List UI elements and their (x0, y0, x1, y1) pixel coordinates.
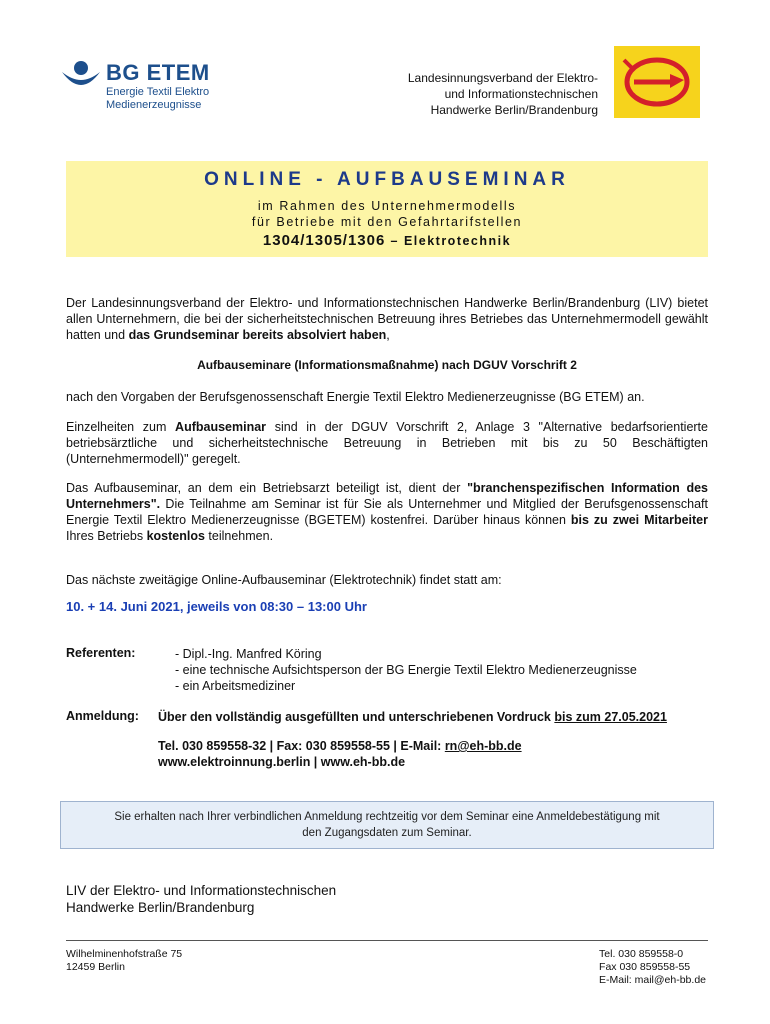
seminar-heading: Aufbauseminare (Informationsmaßnahme) nach DGUV Vorschrift 2 (197, 358, 577, 372)
list-item: - Dipl.-Ing. Manfred Köring (175, 647, 322, 661)
intro-paragraph: Der Landesinnungsverband der Elektro- und Informationstechnischen Handwerke Berlin/Brandenburg (LIV) bietet allen Unternehmern, die bei der sicherheitstechnischen Betreuung ihres Betriebes das Unternehmermodell gewählt hatten und das Grundseminar bereits absolviert haben, (66, 296, 708, 342)
logo-title: BG ETEM (106, 60, 210, 85)
email-link[interactable]: rn@eh-bb.de (444, 739, 522, 753)
footer-contact: Tel. 030 859558-0 Fax 030 859558-55 E-Mail: mail@eh-bb.de (599, 948, 706, 986)
banner-subtitle: im Rahmen des Unternehmermodells (257, 199, 517, 213)
confirmation-notice: Sie erhalten nach Ihrer verbindlichen Anmeldung rechtzeitig vor dem Seminar eine Anmeldebestätigung mit den Zugangsdaten zum Seminar. (60, 801, 714, 849)
registration-text: Über den vollständig ausgefüllten und unterschriebenen Vordruck bis zum 27.05.2021 (158, 710, 667, 724)
speakers-label: Referenten: (66, 646, 136, 660)
banner-subtitle: für Betriebe mit den Gefahrtarifstellen (251, 215, 523, 229)
website-links[interactable]: www.elektroinnung.berlin | www.eh-bb.de (158, 755, 406, 769)
list-item: - ein Arbeitsmediziner (175, 679, 296, 693)
e-marke-icon (614, 46, 700, 118)
bg-etem-logo (60, 58, 220, 114)
registration-label: Anmeldung: (66, 709, 139, 723)
list-item: - eine technische Aufsichtsperson der BG Energie Textil Elektro Medienerzeugnisse (175, 663, 637, 677)
seminar-banner (66, 161, 708, 257)
logo-subtitle: Medienerzeugnisse (106, 99, 202, 111)
e-marke-logo (614, 46, 700, 118)
seminar-date: 10. + 14. Juni 2021, jeweils von 08:30 – 13:00 Uhr (66, 599, 367, 614)
association-name: Landesinnungsverband der Elektro- und Informationstechnischen Handwerke Berlin/Brandenburg (407, 71, 598, 117)
speakers-list (175, 646, 637, 694)
banner-title: ONLINE - AUFBAUSEMINAR (204, 169, 570, 190)
tariff-codes: 1304/1305/1306 – Elektrotechnik (262, 232, 512, 249)
registration-deadline: bis zum 27.05.2021 (554, 710, 667, 724)
next-seminar-text: Das nächste zweitägige Online-Aufbauseminar (Elektrotechnik) findet statt am: (66, 573, 502, 587)
bg-etem-emblem-icon (60, 58, 102, 98)
footer-organization: LIV der Elektro- und Informationstechnischen Handwerke Berlin/Brandenburg (66, 883, 337, 915)
footer-divider (66, 940, 708, 941)
registration-contact: Tel. 030 859558-32 | Fax: 030 859558-55 | E-Mail: rn@eh-bb.de www.elektroinnung.berlin | www.eh-bb.de (158, 739, 522, 769)
participation-paragraph: Das Aufbauseminar, an dem ein Betriebsarzt beteiligt ist, dient der "branchenspezifischen Information des Unternehmers". Die Teilnahme am Seminar ist für Sie als Unternehmer und Mitglied der Berufsgenossenschaft Energie Textil Elektro Medienerzeugnisse (BGETEM) kostenfrei. Darüber hinaus können bis zu zwei Mitarbeiter Ihres Betriebs kostenlos teilnehmen. (66, 481, 708, 543)
guidelines-paragraph: nach den Vorgaben der Berufsgenossenschaft Energie Textil Elektro Medienerzeugnisse (BG ETEM) an. (66, 390, 645, 404)
logo-subtitle: Energie Textil Elektro (106, 86, 210, 98)
footer-address: Wilhelminenhofstraße 75 12459 Berlin (66, 948, 183, 973)
details-paragraph: Einzelheiten zum Aufbauseminar sind in der DGUV Vorschrift 2, Anlage 3 "Alternative bedarfsorientierte betriebsärztliche und sicherheitstechnische Betreuung in Betrieben mit bis zu 50 Beschäftigten (Unternehmermodell)" geregelt. (66, 420, 708, 466)
